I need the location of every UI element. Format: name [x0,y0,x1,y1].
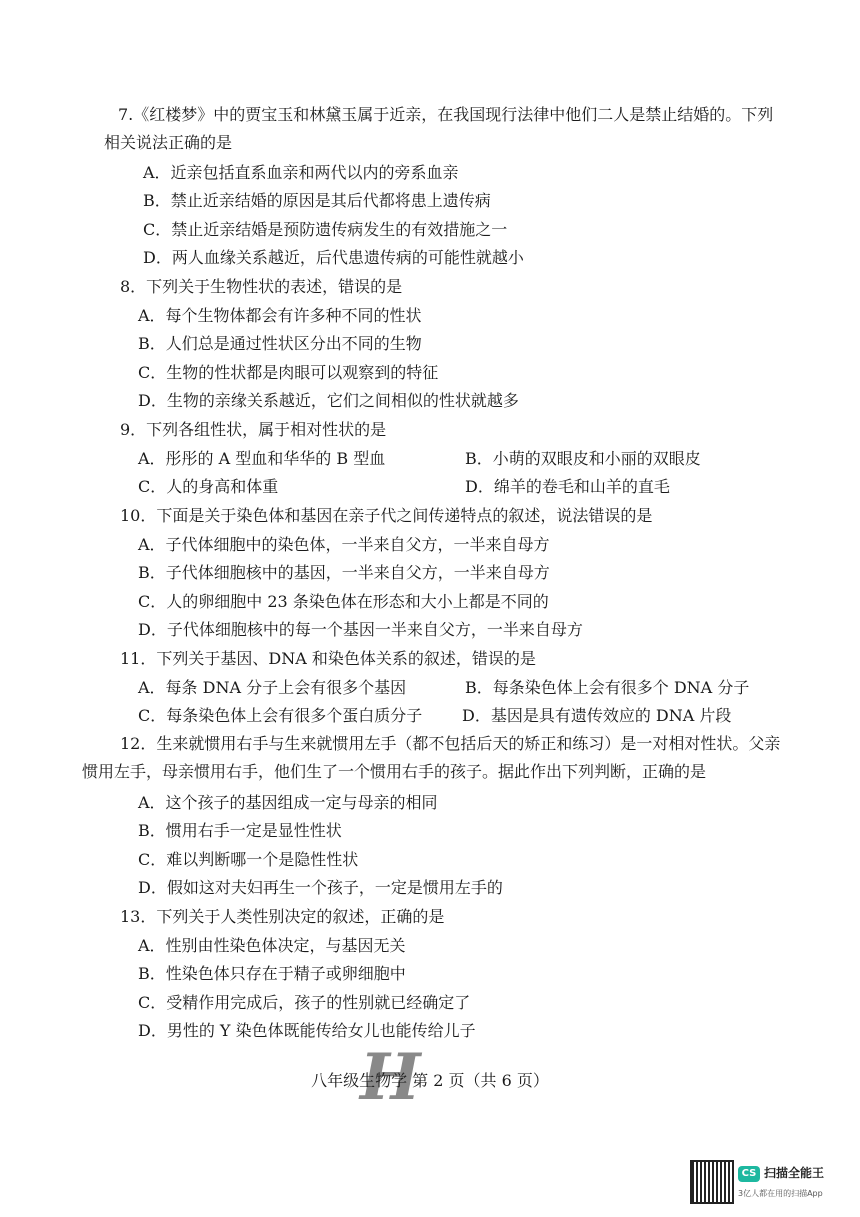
question-11-option-a: A．每条 DNA 分子上会有很多个基因 [138,678,407,697]
question-12-option-a: A．这个孩子的基因组成一定与母亲的相同 [138,793,438,812]
question-11-option-d: D．基因是具有遗传效应的 DNA 片段 [462,706,732,725]
question-7-option-c: C．禁止近亲结婚是预防遗传病发生的有效措施之一 [143,220,508,239]
question-9-option-b: B．小萌的双眼皮和小丽的双眼皮 [465,449,701,468]
question-12-stem: 12．生来就惯用右手与生来就惯用左手（都不包括后天的矫正和练习）是一对相对性状。父亲惯用左手，母亲惯用右手，他们生了一个惯用右手的孩子。据此作出下列判断，正确的是 [82,734,781,781]
question-7-stem: 7.《红楼梦》中的贾宝玉和林黛玉属于近亲，在我国现行法律中他们二人是禁止结婚的。下列相关说法正确的是 [104,105,774,152]
question-7-option-a: A．近亲包括直系血亲和两代以内的旁系血亲 [143,163,459,182]
question-13-option-b: B．性染色体只存在于精子或卵细胞中 [138,964,406,983]
question-8-option-a: A．每个生物体都会有许多种不同的性状 [138,306,422,325]
question-7-option-b: B．禁止近亲结婚的原因是其后代都将患上遗传病 [143,191,491,210]
question-8-stem: 8．下列关于生物性状的表述，错误的是 [120,277,403,296]
question-13-option-a: A．性别由性染色体决定，与基因无关 [138,936,406,955]
question-12-option-b: B．惯用右手一定是显性性状 [138,821,342,840]
question-10-option-d: D．子代体细胞核中的每一个基因一半来自父方，一半来自母方 [138,620,583,639]
question-8-option-b: B．人们总是通过性状区分出不同的生物 [138,334,422,353]
question-10-option-b: B．子代体细胞核中的基因，一半来自父方，一半来自母方 [138,563,550,582]
question-10-option-c: C．人的卵细胞中 23 条染色体在形态和大小上都是不同的 [138,592,549,611]
question-13-stem: 13．下列关于人类性别决定的叙述，正确的是 [120,907,445,926]
question-10-option-a: A．子代体细胞中的染色体，一半来自父方，一半来自母方 [138,535,550,554]
page-footer: 八年级生物学 第 2 页（共 6 页） [311,1071,549,1090]
question-9-option-a: A．彤彤的 A 型血和华华的 B 型血 [138,449,386,468]
cs-logo-icon: CS [738,1166,760,1182]
question-12-option-c: C．难以判断哪一个是隐性性状 [138,850,359,869]
question-9-option-c: C．人的身高和体重 [138,477,279,496]
question-7-option-d: D．两人血缘关系越近，后代患遗传病的可能性就越小 [143,248,524,267]
question-11-option-b: B．每条染色体上会有很多个 DNA 分子 [465,678,750,697]
question-11-stem: 11．下列关于基因、DNA 和染色体关系的叙述，错误的是 [120,649,536,668]
watermark-h: H [360,1040,417,1115]
question-13-option-c: C．受精作用完成后，孩子的性别就已经确定了 [138,993,471,1012]
question-10-stem: 10．下面是关于染色体和基因在亲子代之间传递特点的叙述，说法错误的是 [120,506,653,525]
question-9-option-d: D．绵羊的卷毛和山羊的直毛 [465,477,670,496]
question-13-option-d: D．男性的 Y 染色体既能传给女儿也能传给儿子 [138,1021,476,1040]
scanner-tagline: 3亿人都在用的扫描App [738,1189,823,1198]
scanner-app-name: 扫描全能王 [764,1166,825,1180]
qr-code-icon [690,1160,734,1204]
question-8-option-c: C．生物的性状都是肉眼可以观察到的特征 [138,363,439,382]
question-12-option-d: D．假如这对夫妇再生一个孩子，一定是惯用左手的 [138,878,503,897]
question-8-option-d: D．生物的亲缘关系越近，它们之间相似的性状就越多 [138,391,519,410]
question-11-option-c: C．每条染色体上会有很多个蛋白质分子 [138,706,423,725]
question-9-stem: 9．下列各组性状，属于相对性状的是 [120,420,387,439]
